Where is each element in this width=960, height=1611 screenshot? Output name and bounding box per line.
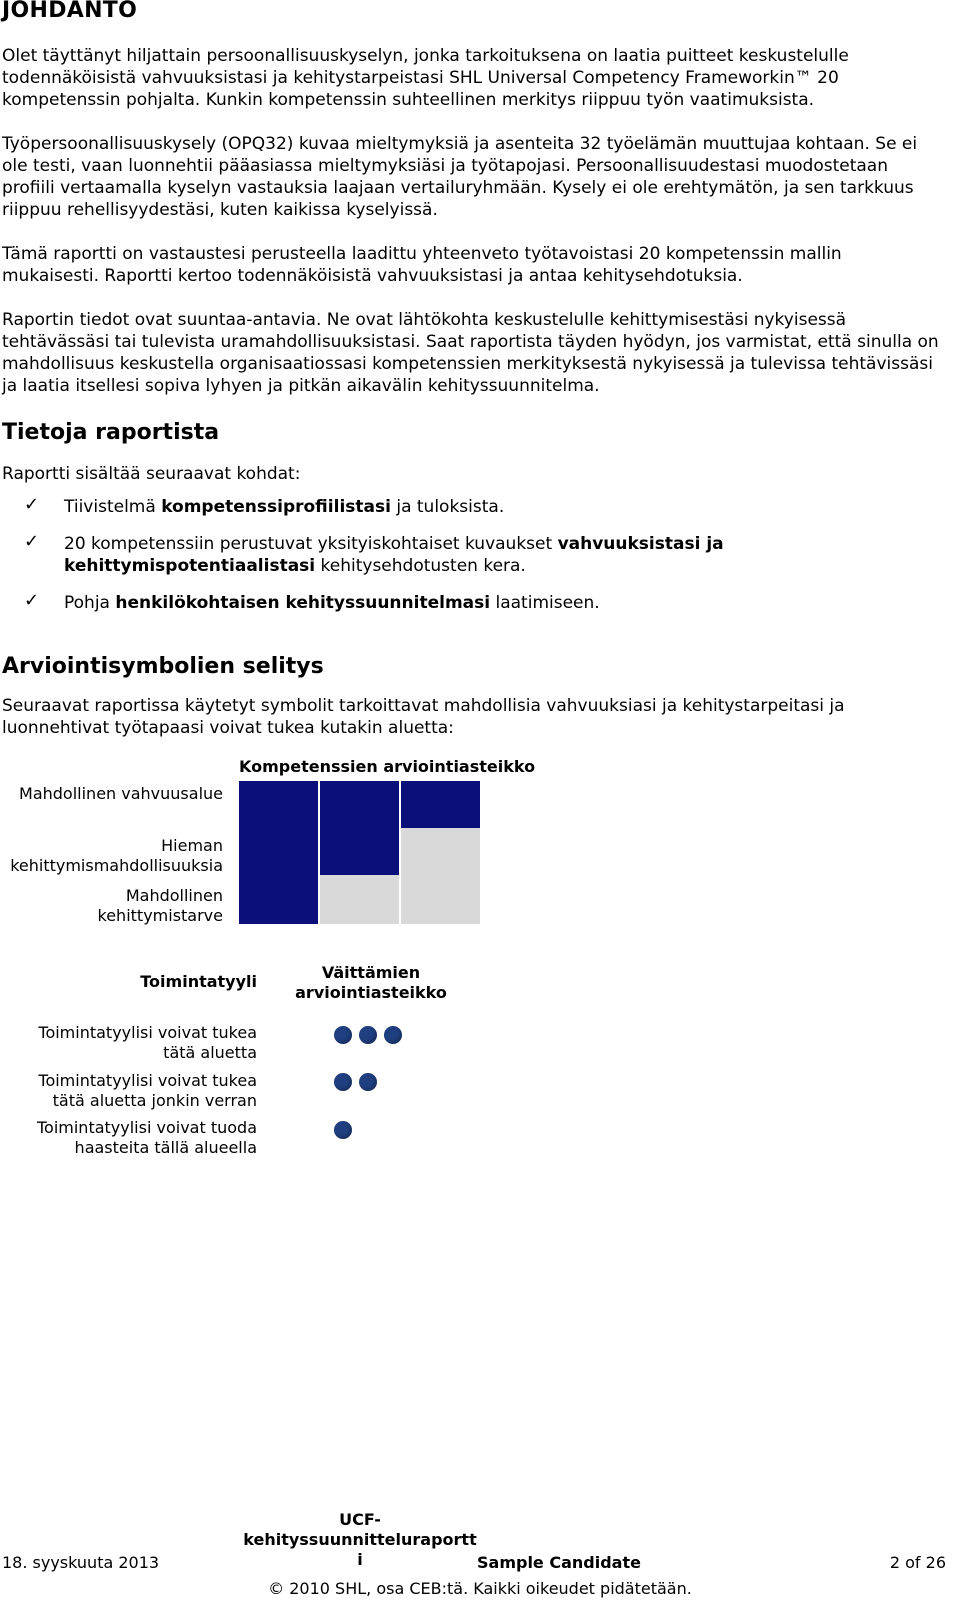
rating-cell-empty bbox=[401, 875, 480, 924]
checkmark-icon: ✓ bbox=[24, 590, 40, 611]
style-label-line: haasteita tällä alueella bbox=[74, 1138, 257, 1157]
dot-rating-row bbox=[334, 1073, 384, 1093]
intro-paragraph-2 bbox=[2, 133, 942, 221]
claims-scale-title bbox=[291, 963, 451, 1003]
style-label-challenges bbox=[37, 1118, 257, 1158]
style-label-line: tätä aluetta jonkin verran bbox=[52, 1091, 257, 1110]
rating-label-line: Hieman bbox=[161, 836, 223, 855]
list-item-text: kehitysehdotusten kera. bbox=[315, 556, 526, 576]
claims-title-line: Väittämien bbox=[321, 963, 421, 982]
footer-report-line: UCF- bbox=[339, 1510, 381, 1529]
symbols-lead: Seuraavat raportissa käytetyt symbolit tarkoittavat mahdollisia vahvuuksiasi ja kehitystarpeitasi ja luonnehtivat työtapaasi voivat tukea kutakin aluetta: bbox=[2, 696, 845, 738]
competency-scale-title: Kompetenssien arviointiasteikko bbox=[239, 757, 536, 776]
footer-report-name bbox=[240, 1510, 480, 1570]
list-item-text: laatimiseen. bbox=[490, 593, 600, 613]
style-label-line: Toimintatyylisi voivat tukea bbox=[38, 1071, 257, 1090]
dot-rating-row bbox=[334, 1026, 409, 1046]
list-item bbox=[0, 533, 930, 577]
intro-paragraph-3 bbox=[2, 243, 942, 287]
symbols-heading: Arviointisymbolien selitys bbox=[2, 654, 324, 679]
list-item-bold: henkilökohtaisen kehityssuunnitelmasi bbox=[115, 593, 491, 613]
intro-p3-text-b: Raportti kertoo todennäköisistä vahvuuksistasi ja antaa kehitysehdotuksia. bbox=[104, 266, 743, 286]
footer-page-number: 2 of 26 bbox=[889, 1553, 946, 1572]
style-label-partly-supports bbox=[38, 1071, 257, 1111]
rating-label-line: kehittymistarve bbox=[97, 906, 223, 925]
footer-date: 18. syyskuuta 2013 bbox=[2, 1553, 160, 1572]
rating-label-line: kehittymismahdollisuuksia bbox=[10, 856, 223, 875]
rating-label-development-need bbox=[98, 886, 223, 926]
rating-cell-filled bbox=[401, 781, 480, 830]
rating-cell-filled bbox=[320, 828, 399, 877]
intro-p1-text-b: Kunkin kompetenssin suhteellinen merkitys riippuu työn vaatimuksista. bbox=[205, 90, 815, 110]
style-label-line: Toimintatyylisi voivat tuoda bbox=[36, 1118, 257, 1137]
rating-cell-empty bbox=[401, 828, 480, 877]
rating-cell-filled bbox=[239, 875, 318, 924]
report-info-heading: Tietoja raportista bbox=[2, 420, 220, 445]
footer-report-line: kehityssuunnitteluraportt bbox=[243, 1530, 477, 1549]
checkmark-icon: ✓ bbox=[24, 531, 40, 552]
list-item-text: Tiivistelmä bbox=[64, 497, 162, 517]
rating-dot-icon bbox=[334, 1026, 352, 1044]
list-item-text: 20 kompetenssiin perustuvat yksityiskohtaiset kuvaukset bbox=[64, 534, 558, 554]
intro-p4-text-c: Saat raportista täyden hyödyn, jos varmistat, että sinulla on mahdollisuus keskustella organisaatiossasi kompetenssien merkityksestä nykyisessä ja tulevissa tehtävissäsi ja laatia itsellesi sopiva lyhyen ja pitkän aikavälin kehityssuunnitelma. bbox=[2, 332, 939, 396]
rating-cell-filled bbox=[239, 781, 318, 830]
rating-dot-icon bbox=[334, 1073, 352, 1091]
intro-p4-text-b: Ne ovat lähtökohta keskustelulle kehittymisestäsi nykyisessä tehtävässäsi tai tulevista uramahdollisuuksistasi. bbox=[2, 310, 847, 352]
intro-p2-text-b: Se ei ole testi, vaan luonnehtii pääasiassa mieltymyksiäsi ja työtapojasi. Persoonallisuudestasi muodostetaan profiili vertaamalla kyselyn vastauksia laajaan vertailuryhmään. Kysely ei ole erehtymätön, ja sen tarkkuus riippuu rehellisyydestäsi, kuten kaikissa kyselyissä. bbox=[2, 134, 918, 220]
intro-heading: JOHDANTO bbox=[2, 0, 138, 23]
rating-dot-icon bbox=[359, 1073, 377, 1091]
style-label-line: tätä aluetta bbox=[163, 1043, 257, 1062]
intro-p3-text-a: Tämä raportti on vastaustesi perusteella laadittu yhteenveto työtavoistasi 20 kompetenssin mallin mukaisesti. bbox=[2, 244, 842, 286]
footer-report-line: i bbox=[357, 1550, 363, 1569]
rating-label-strength bbox=[19, 784, 223, 804]
checkmark-icon: ✓ bbox=[24, 494, 40, 515]
rating-dot-icon bbox=[384, 1026, 402, 1044]
claims-title-line: arviointiasteikko bbox=[295, 983, 447, 1002]
style-label-line: Toimintatyylisi voivat tukea bbox=[38, 1023, 257, 1042]
rating-cell-filled bbox=[320, 781, 399, 830]
rating-cell-filled bbox=[239, 828, 318, 877]
style-label-supports bbox=[38, 1023, 257, 1063]
footer-candidate: Sample Candidate bbox=[477, 1553, 641, 1572]
list-item bbox=[0, 496, 930, 518]
intro-paragraph-4 bbox=[2, 309, 942, 397]
report-info-lead: Raportti sisältää seuraavat kohdat: bbox=[2, 464, 301, 484]
footer-copyright: © 2010 SHL, osa CEB:tä. Kaikki oikeudet pidätetään. bbox=[268, 1579, 692, 1598]
intro-p1-text-a: Olet täyttänyt hiljattain persoonallisuuskyselyn, jonka tarkoituksena on laatia puitteet keskustelulle todennäköisistä vahvuuksistasi ja kehitystarpeistasi SHL Universal Competency Frameworkin™ 20 kompetenssin pohjalta. bbox=[2, 46, 849, 110]
rating-label-some-development bbox=[10, 836, 223, 876]
list-item-bold: vahvuuksistasi ja kehittymispotentiaalistasi bbox=[64, 534, 724, 576]
report-contents-list bbox=[0, 496, 930, 629]
list-item bbox=[0, 592, 930, 614]
rating-label-line: Mahdollinen bbox=[125, 886, 223, 905]
list-item-bold: kompetenssiprofiilistasi bbox=[161, 497, 391, 517]
intro-p2-text-a: Työpersoonallisuuskysely (OPQ32) kuvaa mieltymyksiä ja asenteita 32 työelämän muuttujaa kohtaan. bbox=[2, 134, 876, 154]
rating-dot-icon bbox=[334, 1121, 352, 1139]
intro-p4-text-a: Raportin tiedot ovat suuntaa-antavia. bbox=[2, 310, 327, 330]
list-item-text: ja tuloksista. bbox=[390, 497, 505, 517]
rating-label-line: Mahdollinen vahvuusalue bbox=[19, 784, 223, 803]
rating-cell-empty bbox=[320, 875, 399, 924]
dot-rating-row bbox=[334, 1121, 359, 1141]
list-item-text: Pohja bbox=[64, 593, 116, 613]
rating-dot-icon bbox=[359, 1026, 377, 1044]
intro-paragraph-1 bbox=[2, 45, 942, 111]
style-scale-title: Toimintatyyli bbox=[140, 972, 257, 991]
